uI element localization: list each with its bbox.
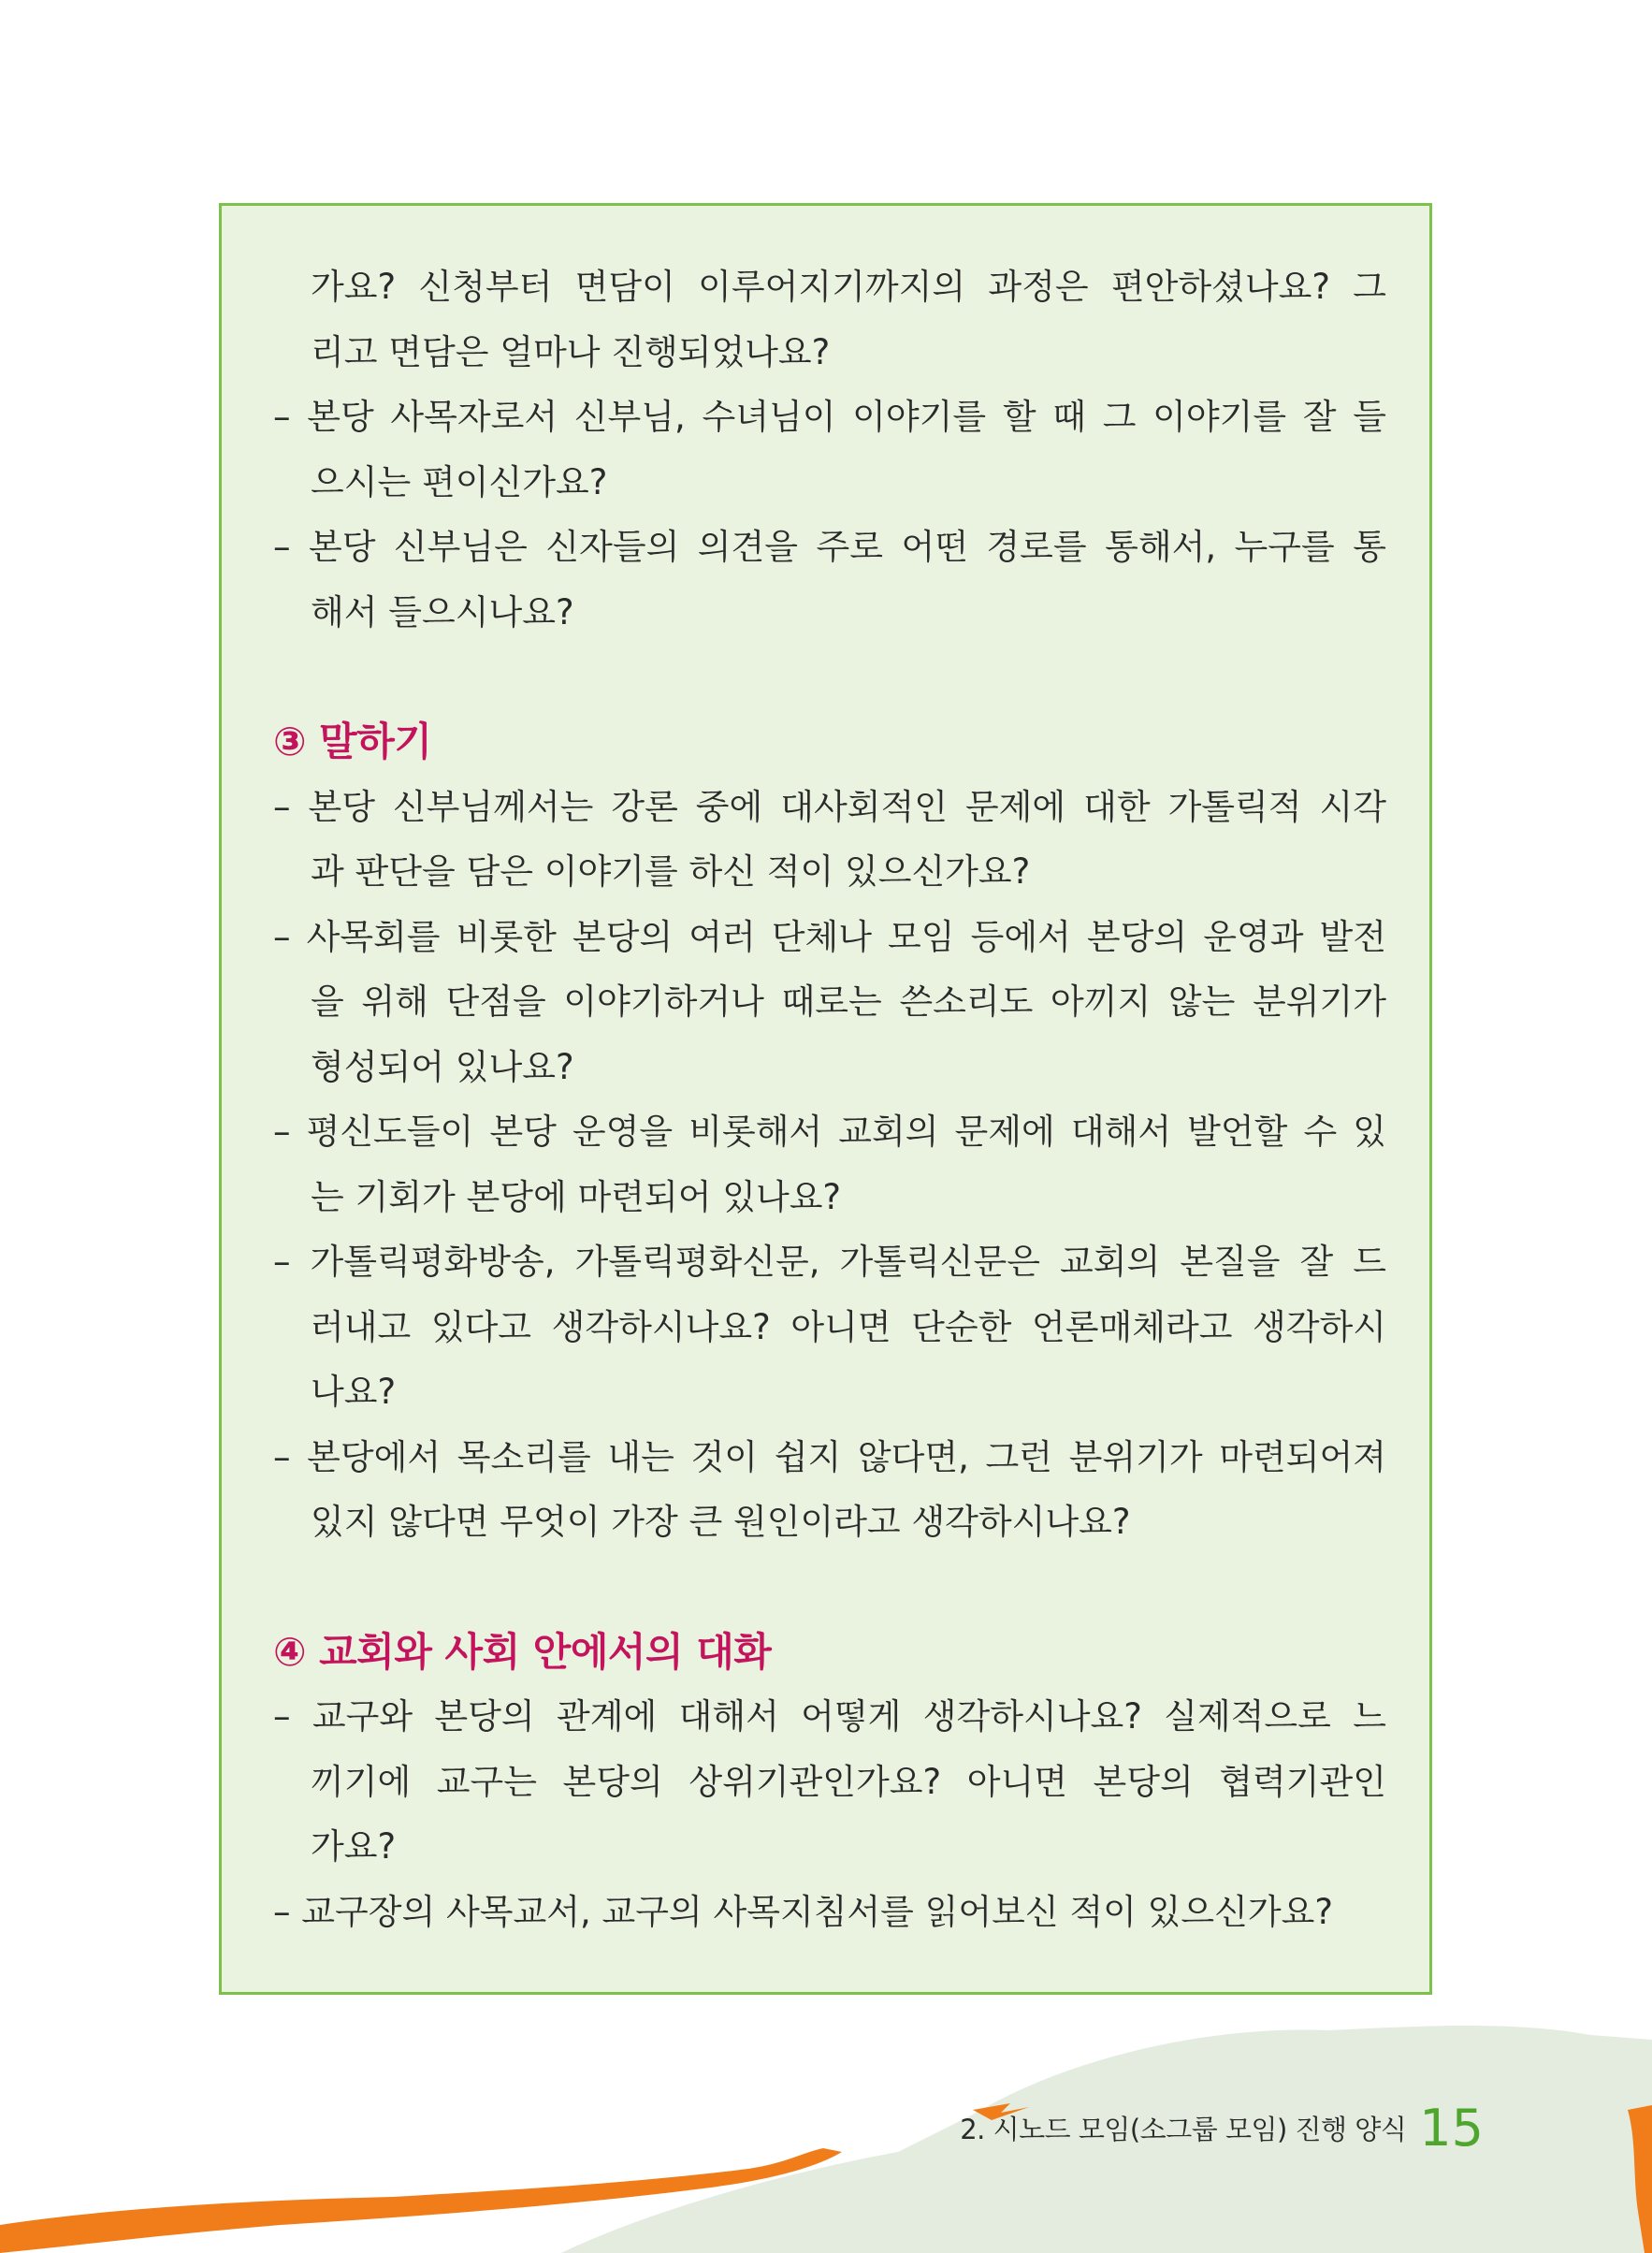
bullet-line: – 평신도들이 본당 운영을 비롯해서 교회의 문제에 대해서 발언할 수 있 [273, 1112, 1386, 1152]
list-item [273, 1099, 1386, 1229]
intro-line: 가요? 신청부터 면담이 이루어지기까지의 과정은 편안하셨나요? 그 [311, 267, 1386, 307]
bullet-line: – 본당에서 목소리를 내는 것이 쉽지 않다면, 그런 분위기가 마련되어져 [273, 1436, 1386, 1477]
list-item [273, 385, 1386, 515]
bullet-line: 는 기회가 본당에 마련되어 있나요? [311, 1176, 842, 1217]
bullet-line: 형성되어 있나요? [311, 1046, 574, 1087]
bullet-line: – 교구장의 사목교서, 교구의 사목지침서를 읽어보신 적이 있으신가요? [273, 1891, 1334, 1932]
bullet-line: 해서 들으시나요? [311, 591, 574, 632]
bullet-line: 나요? [311, 1372, 397, 1412]
list-item [273, 1229, 1386, 1425]
intro-line: 리고 면담은 얼마나 진행되었나요? [311, 331, 831, 372]
list-item [273, 515, 1386, 645]
question-content [273, 254, 1386, 1944]
bullet-line: 러내고 있다고 생각하시나요? 아니면 단순한 언론매체라고 생각하시 [311, 1306, 1386, 1347]
bullet-line: – 본당 신부님은 신자들의 의견을 주로 어떤 경로를 통해서, 누구를 통 [273, 527, 1386, 567]
bullet-line: 끼기에 교구는 본당의 상위기관인가요? 아니면 본당의 협력기관인 [311, 1761, 1386, 1802]
bullet-line: – 사목회를 비롯한 본당의 여러 단체나 모임 등에서 본당의 운영과 발전 [273, 916, 1386, 957]
bullet-line: 을 위해 단점을 이야기하거나 때로는 쓴소리도 아끼지 않는 분위기가 [311, 981, 1386, 1022]
bullet-line: – 가톨릭평화방송, 가톨릭평화신문, 가톨릭신문은 교회의 본질을 잘 드 [273, 1242, 1386, 1282]
running-title: 2. 시노드 모임(소그룹 모임) 진행 양식 [960, 2114, 1407, 2145]
page-number: 15 [1419, 2099, 1484, 2158]
bullet-line: 있지 않다면 무엇이 가장 큰 원인이라고 생각하시나요? [311, 1502, 1131, 1542]
list-item [273, 1684, 1386, 1880]
list-item [273, 1880, 1386, 1945]
list-item [273, 775, 1386, 905]
bullet-line: 으시는 편이신가요? [311, 461, 608, 502]
section-heading: ③ 말하기 [273, 719, 432, 764]
page-footer [960, 2091, 1484, 2157]
list-item [273, 1425, 1386, 1555]
bullet-line: 과 판단을 담은 이야기를 하신 적이 있으신가요? [311, 851, 1031, 892]
bullet-line: 가요? [311, 1826, 397, 1867]
bullet-line: – 본당 신부님께서는 강론 중에 대사회적인 문제에 대한 가톨릭적 시각 [273, 786, 1386, 827]
list-item [273, 905, 1386, 1100]
bullet-line: – 본당 사목자로서 신부님, 수녀님이 이야기를 할 때 그 이야기를 잘 들 [273, 397, 1386, 437]
bullet-line: – 교구와 본당의 관계에 대해서 어떻게 생각하시나요? 실제적으로 느 [273, 1696, 1386, 1737]
section-heading: ④ 교회와 사회 안에서의 대화 [273, 1628, 772, 1675]
